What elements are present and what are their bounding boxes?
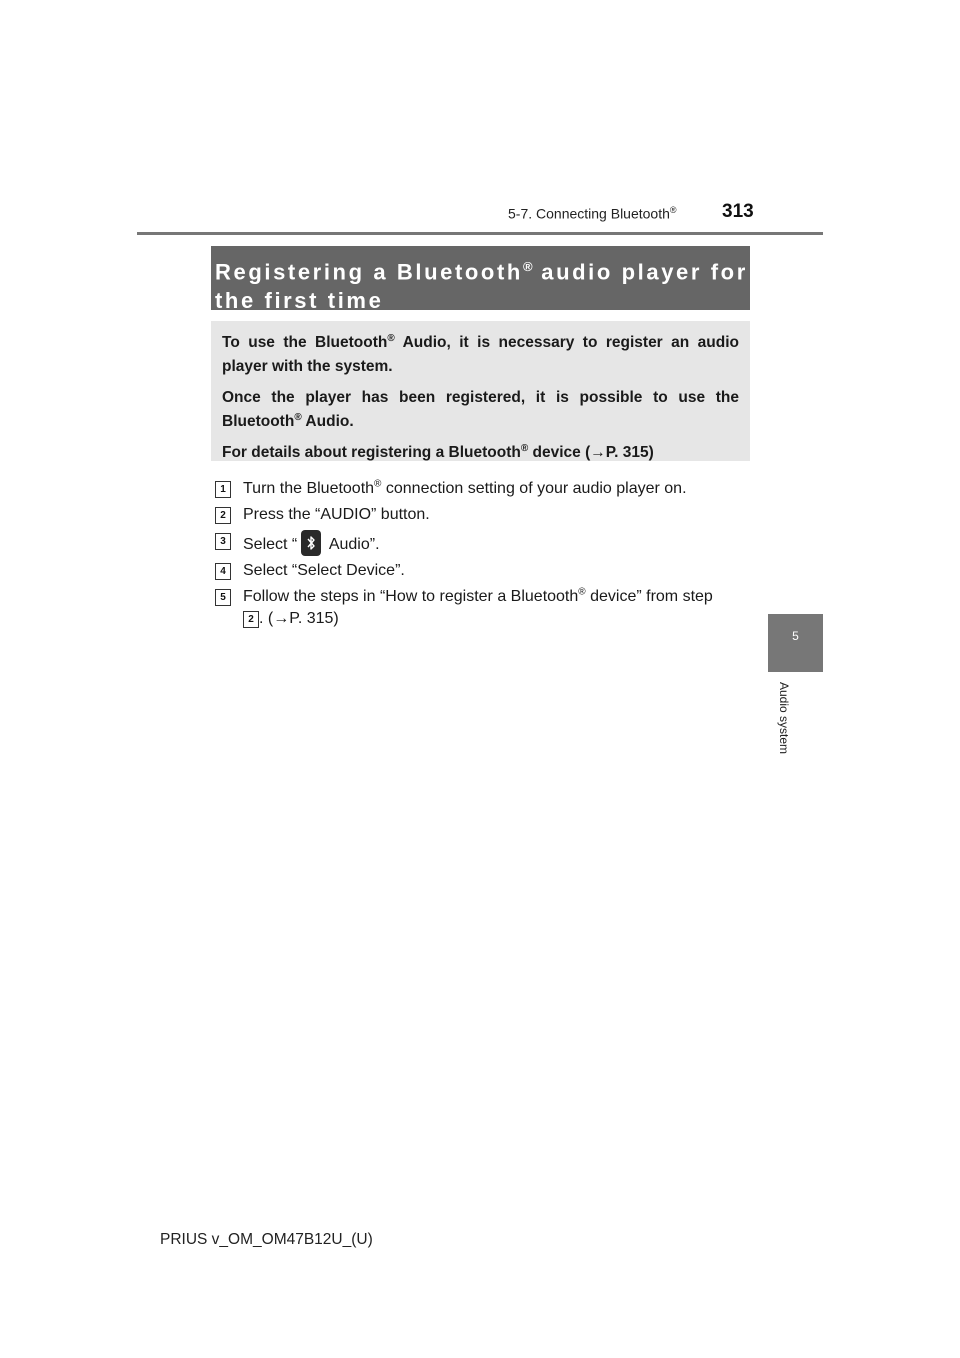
step-reference-badge: 2: [243, 611, 259, 628]
step-item: 1 Turn the Bluetooth® connection setting of your audio player on.: [215, 478, 755, 500]
step-item: 2 Press the “AUDIO” button.: [215, 504, 755, 526]
intro-paragraph: For details about registering a Bluetooth® device (→P. 315): [222, 442, 654, 461]
step-number-badge: 1: [215, 481, 231, 498]
page-number: 313: [722, 201, 754, 222]
intro-paragraph: To use the Bluetooth® Audio, it is necessary to register an audio player with the system.: [222, 332, 740, 375]
step-number-badge: 4: [215, 563, 231, 580]
bluetooth-icon: [301, 530, 321, 556]
step-item: 4 Select “Select Device”.: [215, 560, 755, 582]
footer-code: PRIUS v_OM_OM47B12U_(U): [160, 1231, 373, 1248]
step-number-badge: 3: [215, 533, 231, 550]
step-number-badge: 5: [215, 589, 231, 606]
step-item: 5 Follow the steps in “How to register a Bluetooth® device” from step 2 . (→P. 315): [215, 586, 755, 630]
intro-box: [211, 321, 750, 461]
section-title: Registering a Bluetooth® audio player for the first time: [211, 246, 750, 310]
steps-list: [215, 478, 755, 634]
step-number-badge: 2: [215, 507, 231, 524]
intro-paragraph: Once the player has been registered, it is possible to use the Bluetooth® Audio.: [222, 389, 739, 430]
header-divider: [137, 232, 823, 235]
chapter-tab-label: Audio system: [777, 682, 791, 755]
header-section-title: 5-7. Connecting Bluetooth®: [508, 205, 677, 222]
step-item: 3 Select “ Audio”.: [215, 530, 755, 556]
chapter-tab: 5: [768, 614, 823, 672]
